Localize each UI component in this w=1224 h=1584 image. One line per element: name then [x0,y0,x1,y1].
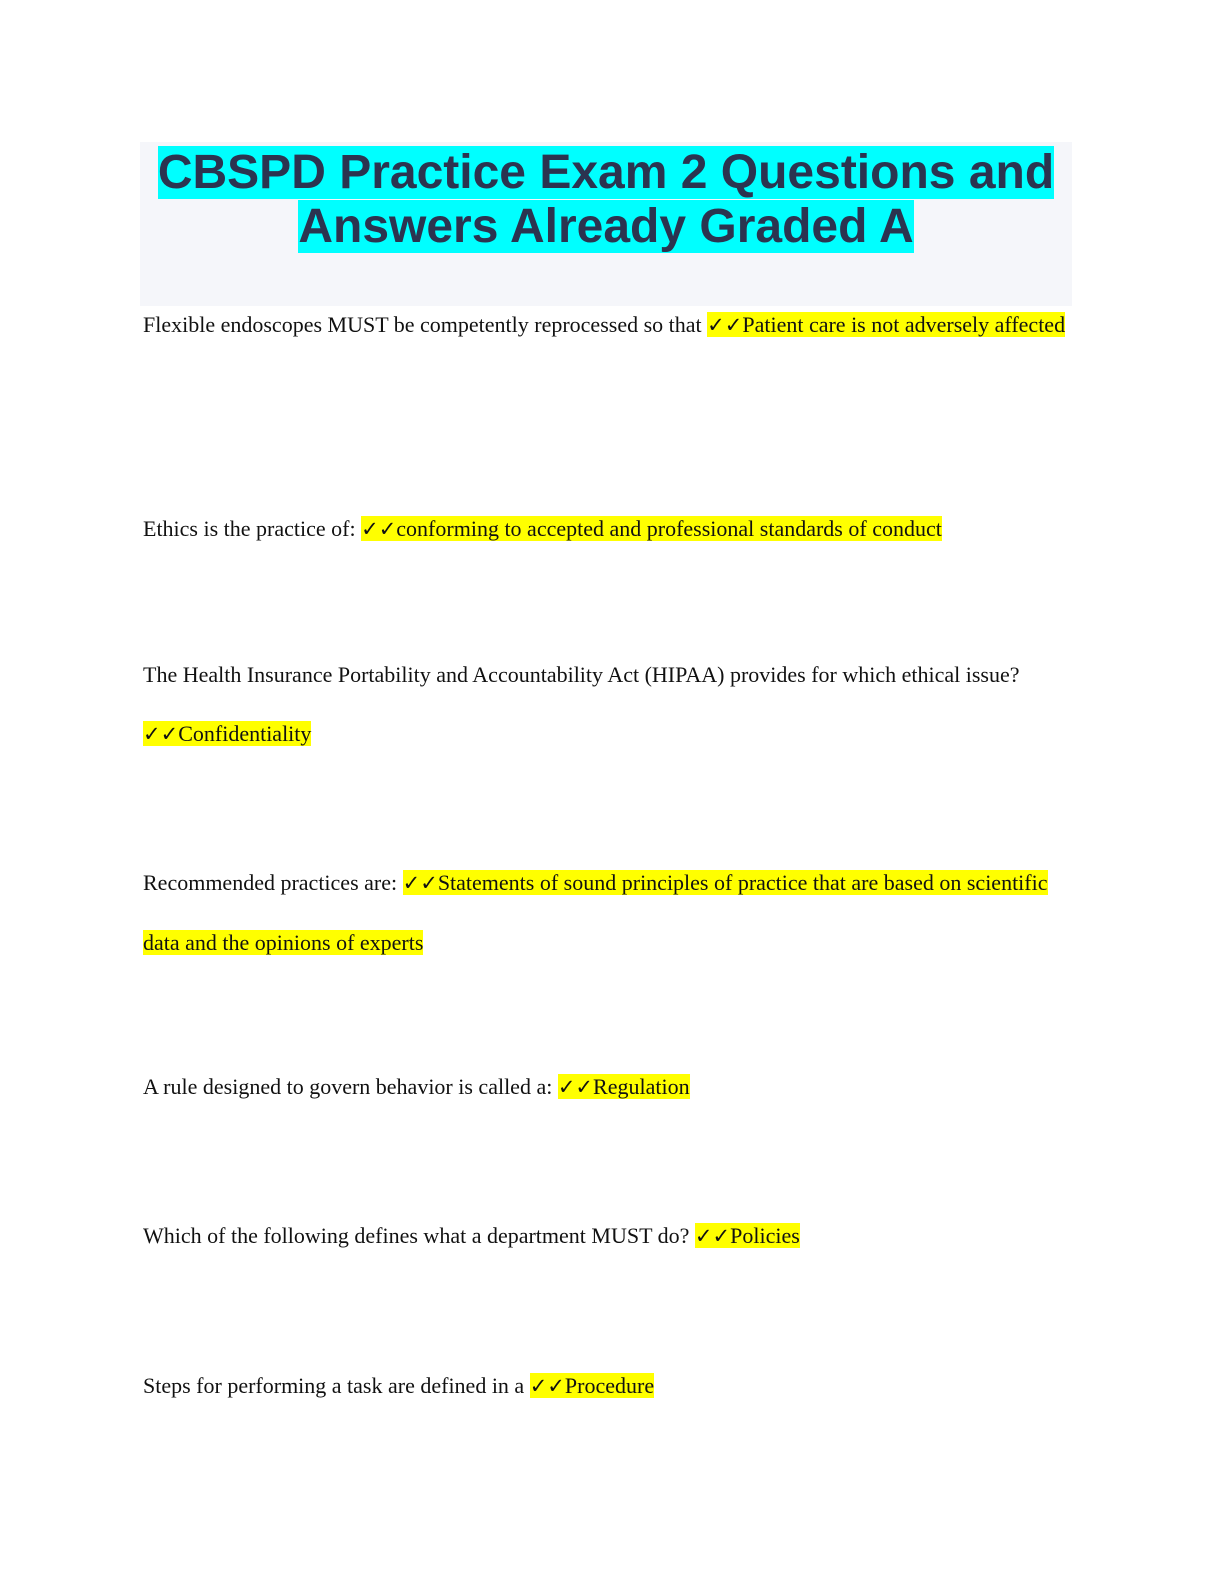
question-text: Ethics is the practice of: [143,516,362,541]
answer-highlight [707,312,1065,337]
qa-item-1 [143,295,1073,355]
document-title [140,142,1072,254]
qa-item-4 [143,853,1073,972]
question-text: Which of the following defines what a department MUST do? [143,1223,695,1248]
title-block [140,142,1072,306]
answer-text: Procedure [564,1373,655,1398]
answer-highlight [143,721,311,746]
answer-highlight [558,1074,690,1099]
answer-text: conforming to accepted and professional standards of conduct [396,516,942,541]
answer-highlight [530,1373,654,1398]
answer-text: Patient care is not adversely affected [742,312,1066,337]
question-text: Steps for performing a task are defined in a [143,1373,530,1398]
qa-item-3 [143,645,1073,764]
check-mark-icon: ✓✓ [529,1374,565,1398]
answer-text: Regulation [593,1074,690,1099]
question-text: The Health Insurance Portability and Accountability Act (HIPAA) provides for which ethical issue? [143,662,1020,687]
qa-item-5 [143,1057,1073,1117]
question-text: Recommended practices are: [143,870,403,895]
qa-item-6 [143,1206,1073,1266]
qa-item-7 [143,1356,1073,1416]
check-mark-icon: ✓✓ [694,1224,731,1248]
answer-highlight [695,1223,800,1248]
answer-text: Statements of sound principles of practice that are based on scientific data and the opinions of experts [143,870,1048,955]
check-mark-icon: ✓✓ [361,517,397,541]
check-mark-icon: ✓✓ [557,1075,594,1099]
check-mark-icon: ✓✓ [402,871,438,895]
answer-text: Policies [730,1223,800,1248]
answer-highlight [361,516,942,541]
check-mark-icon: ✓✓ [707,313,743,337]
answer-text: Confidentiality [178,721,312,746]
question-text: Flexible endoscopes MUST be competently reprocessed so that [143,312,708,337]
document-title-text: CBSPD Practice Exam 2 Questions and Answers Already Graded A [157,146,1055,253]
question-text: A rule designed to govern behavior is called a: [143,1074,558,1099]
qa-item-2 [143,499,1073,559]
check-mark-icon: ✓✓ [143,722,179,746]
